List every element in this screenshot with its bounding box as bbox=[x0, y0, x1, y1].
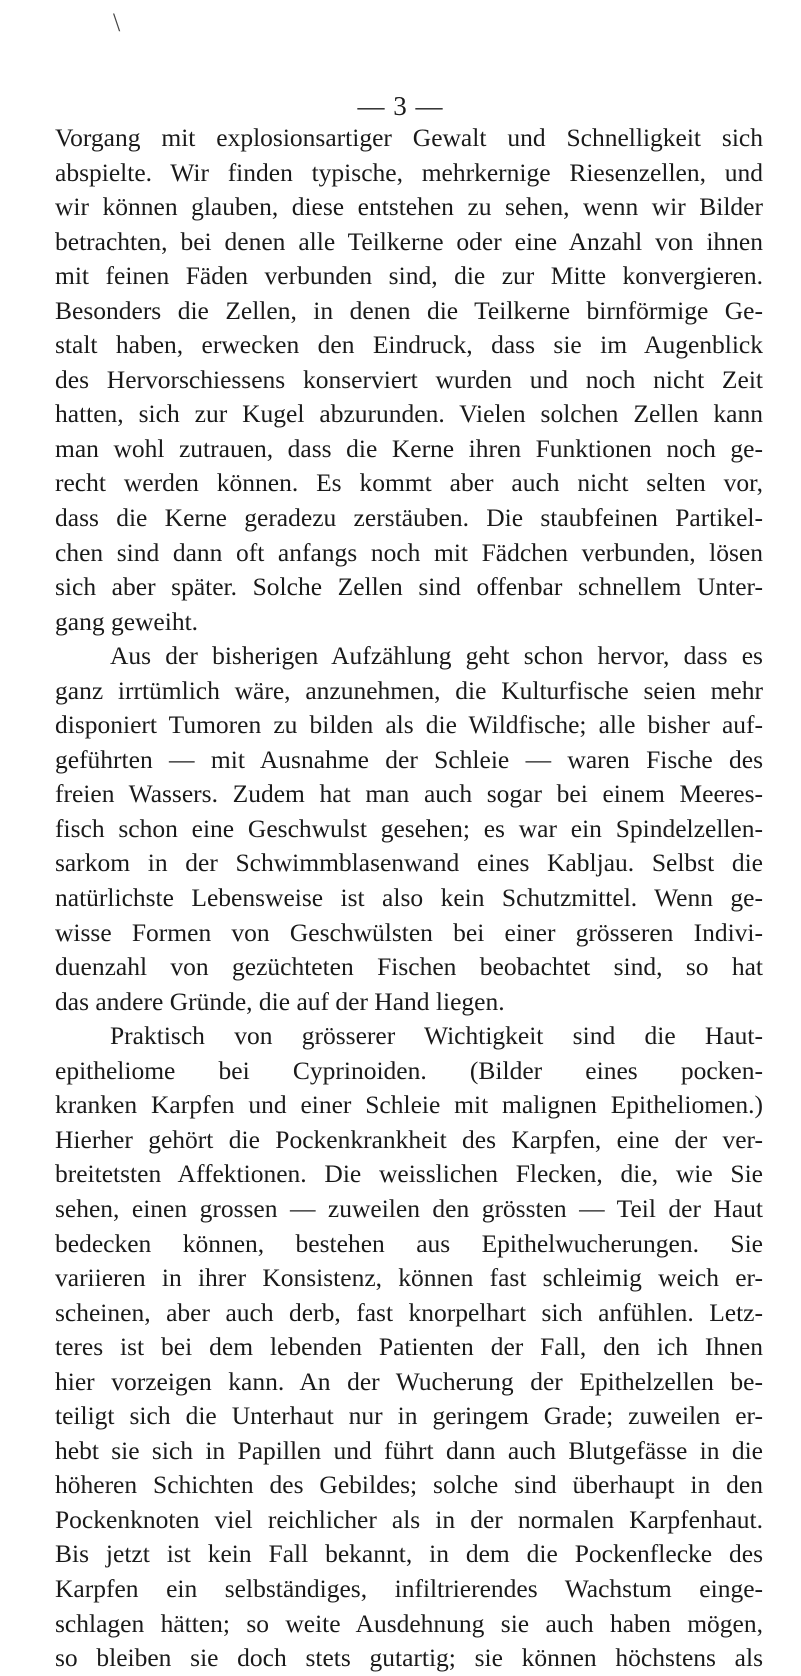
text-line: Bis jetzt ist kein Fall bekannt, in dem die Pockenflecke des bbox=[55, 1539, 763, 1569]
text-line: Praktisch von grösserer Wichtigkeit sind die Haut- bbox=[110, 1021, 763, 1051]
text-line: sehen, einen grossen — zuweilen den grössten — Teil der Haut bbox=[55, 1193, 763, 1223]
text-line: so bleiben sie doch stets gutartig; sie können höchstens als bbox=[55, 1643, 763, 1673]
text-line: teiligt sich die Unterhaut nur in geringem Grade; zuweilen er- bbox=[55, 1401, 763, 1431]
text-line: man wohl zutrauen, dass die Kerne ihren Funktionen noch ge- bbox=[55, 433, 763, 463]
text-line: sich aber später. Solche Zellen sind offenbar schnellem Unter- bbox=[55, 572, 763, 602]
text-line: höheren Schichten des Gebildes; solche sind überhaupt in den bbox=[55, 1470, 763, 1500]
text-line: sarkom in der Schwimmblasenwand eines Kabljau. Selbst die bbox=[55, 848, 763, 878]
text-line: Vorgang mit explosionsartiger Gewalt und Schnelligkeit sich bbox=[55, 123, 763, 152]
text-line: des Hervorschiessens konserviert wurden und noch nicht Zeit bbox=[55, 364, 763, 394]
text-line: breitetsten Affektionen. Die weisslichen Flecken, die, wie Sie bbox=[55, 1159, 763, 1189]
text-line: epitheliome bei Cyprinoiden. (Bilder eines pocken- bbox=[55, 1055, 763, 1085]
text-line: chen sind dann oft anfangs noch mit Fädchen verbunden, lösen bbox=[55, 537, 763, 567]
text-line: stalt haben, erwecken den Eindruck, dass sie im Augenblick bbox=[55, 330, 763, 360]
text-line: variieren in ihrer Konsistenz, können fast schleimig weich er- bbox=[55, 1263, 763, 1293]
text-line: wisse Formen von Geschwülsten bei einer grösseren Indivi- bbox=[55, 917, 763, 947]
text-line: mit feinen Fäden verbunden sind, die zur Mitte konvergieren. bbox=[55, 261, 763, 291]
text-line: natürlichste Lebensweise ist also kein Schutzmittel. Wenn ge- bbox=[55, 883, 763, 913]
text-line: fisch schon eine Geschwulst gesehen; es war ein Spindelzellen- bbox=[55, 813, 763, 843]
text-line: geführten — mit Ausnahme der Schleie — waren Fische des bbox=[55, 744, 763, 774]
text-line: betrachten, bei denen alle Teilkerne oder eine Anzahl von ihnen bbox=[55, 226, 763, 256]
text-line: ganz irrtümlich wäre, anzunehmen, die Kulturfische seien mehr bbox=[55, 675, 763, 705]
text-line: Aus der bisherigen Aufzählung geht schon hervor, dass es bbox=[110, 641, 763, 671]
text-line: dass die Kerne geradezu zerstäuben. Die staubfeinen Partikel- bbox=[55, 503, 763, 533]
text-line: wir können glauben, diese entstehen zu sehen, wenn wir Bilder bbox=[55, 192, 763, 222]
page-number: — 3 — bbox=[357, 91, 444, 121]
text-line: gang geweiht. bbox=[55, 606, 199, 636]
text-line: schlagen hätten; so weite Ausdehnung sie auch haben mögen, bbox=[55, 1608, 763, 1638]
text-line: disponiert Tumoren zu bilden als die Wildfische; alle bisher auf- bbox=[55, 710, 763, 740]
body-text bbox=[55, 121, 763, 1676]
text-line: Hierher gehört die Pockenkrankheit des Karpfen, eine der ver- bbox=[55, 1124, 763, 1154]
text-line: scheinen, aber auch derb, fast knorpelhart sich anfühlen. Letz- bbox=[55, 1297, 763, 1327]
stray-mark: \ bbox=[113, 8, 121, 37]
text-line: hatten, sich zur Kugel abzurunden. Vielen solchen Zellen kann bbox=[55, 399, 763, 429]
text-line: Pockenknoten viel reichlicher als in der normalen Karpfenhaut. bbox=[55, 1504, 763, 1534]
text-line: Besonders die Zellen, in denen die Teilkerne birnförmige Ge- bbox=[55, 295, 763, 325]
text-line: Karpfen ein selbständiges, infiltrierendes Wachstum einge- bbox=[55, 1573, 763, 1603]
text-line: freien Wassers. Zudem hat man auch sogar bei einem Meeres- bbox=[55, 779, 763, 809]
text-line: hier vorzeigen kann. An der Wucherung der Epithelzellen be- bbox=[55, 1366, 763, 1396]
text-line: das andere Gründe, die auf der Hand liegen. bbox=[55, 986, 505, 1016]
text-line: kranken Karpfen und einer Schleie mit malignen Epitheliomen.) bbox=[55, 1090, 763, 1120]
text-line: teres ist bei dem lebenden Patienten der Fall, den ich Ihnen bbox=[55, 1332, 763, 1362]
text-line: abspielte. Wir finden typische, mehrkernige Riesenzellen, und bbox=[55, 157, 763, 187]
text-line: duenzahl von gezüchteten Fischen beobachtet sind, so hat bbox=[55, 952, 763, 982]
text-line: bedecken können, bestehen aus Epithelwucherungen. Sie bbox=[55, 1228, 763, 1258]
text-line: hebt sie sich in Papillen und führt dann auch Blutgefässe in die bbox=[55, 1435, 763, 1465]
text-line: recht werden können. Es kommt aber auch nicht selten vor, bbox=[55, 468, 763, 498]
